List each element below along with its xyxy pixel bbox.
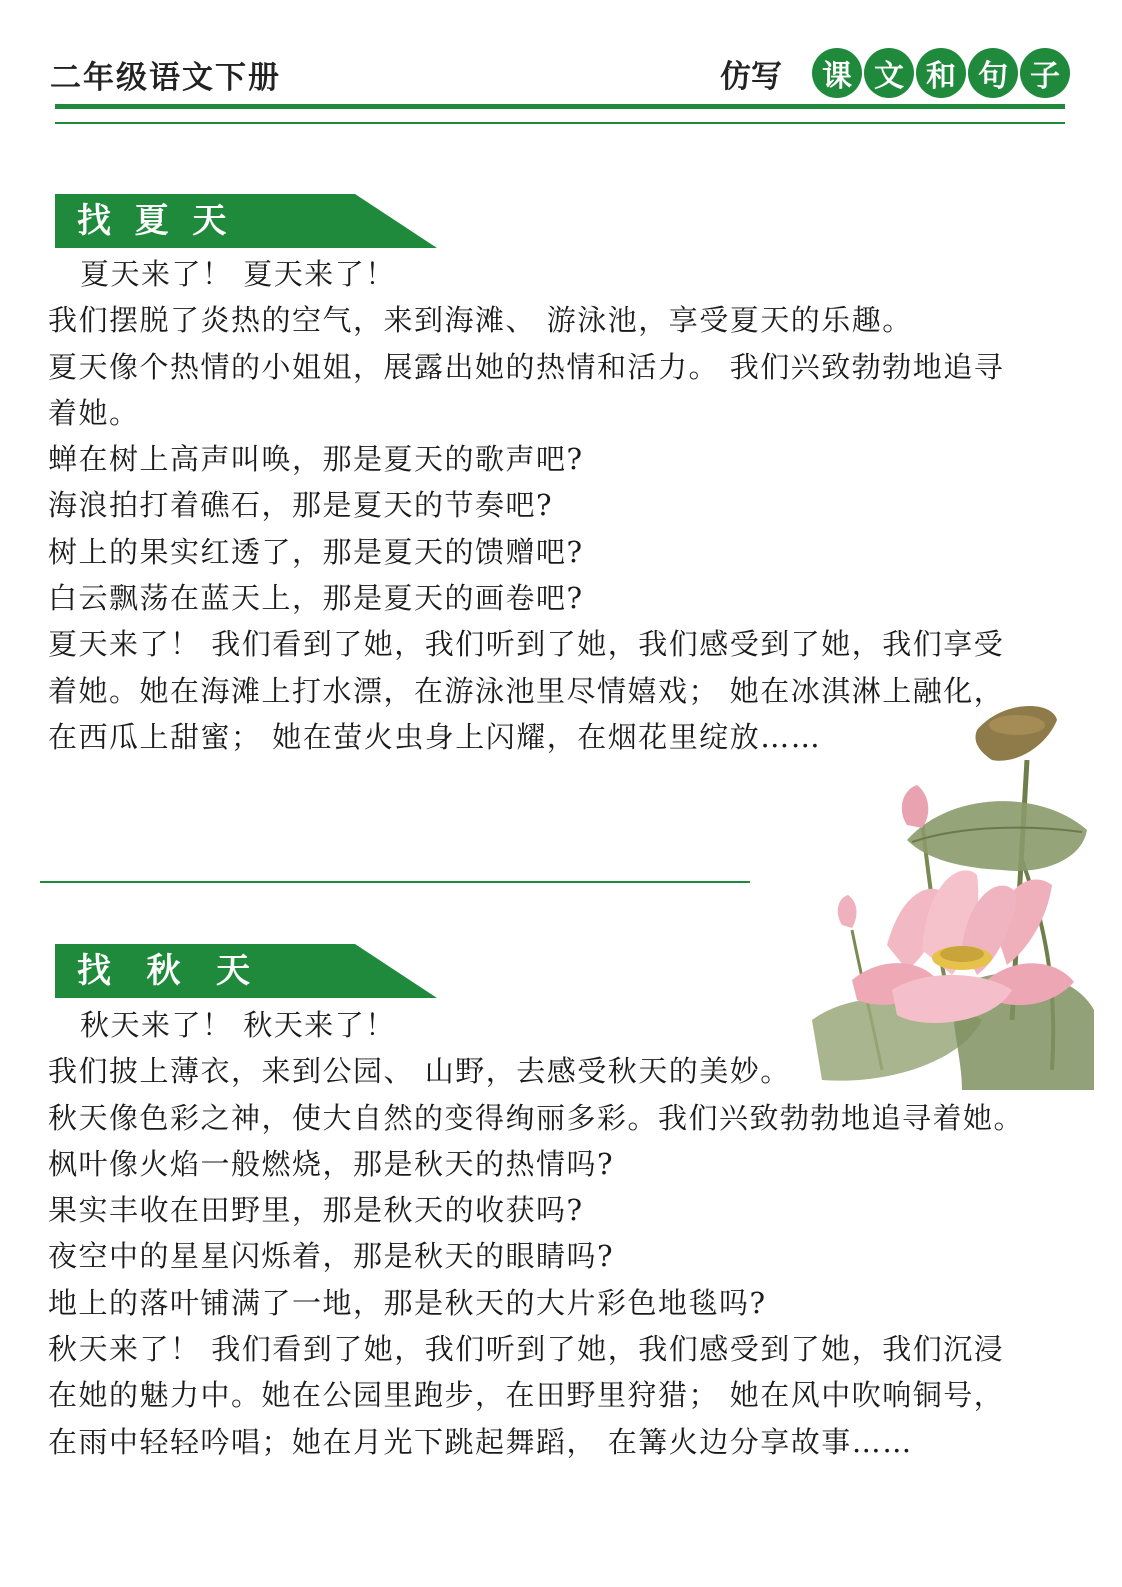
text-line: 夜空中的星星闪烁着，那是秋天的眼睛吗? xyxy=(48,1239,615,1274)
badge-char: 课 xyxy=(812,48,862,98)
text-line: 果实丰收在田野里，那是秋天的收获吗? xyxy=(48,1193,584,1228)
header-rule-thin xyxy=(55,122,1065,124)
text-line: 我们披上薄衣，来到公园、 山野，去感受秋天的美妙。 xyxy=(48,1054,791,1089)
header-tag: 仿写 xyxy=(720,58,782,95)
text-line: 着她。 xyxy=(48,395,140,430)
opening-line: 夏天来了！ 夏天来了！ xyxy=(80,257,396,291)
section-heading: 找 秋 天 xyxy=(77,951,251,991)
text-line: 在她的魅力中。她在公园里跑步，在田野里狩猎； 她在风中吹响铜号， xyxy=(48,1378,1005,1413)
text-line: 蝉在树上高声叫唤，那是夏天的歌声吧? xyxy=(48,442,584,477)
header-right xyxy=(720,48,1070,98)
header-title: 二年级语文下册 xyxy=(50,60,281,96)
section-body-autumn xyxy=(48,1002,1058,1465)
text-line: 树上的果实红透了，那是夏天的馈赠吧? xyxy=(48,534,584,569)
badge-char: 文 xyxy=(864,48,914,98)
text-line: 在西瓜上甜蜜； 她在萤火虫身上闪耀，在烟花里绽放…… xyxy=(48,719,822,754)
badge-circles xyxy=(810,48,1070,98)
text-line: 秋天来了！ 我们看到了她，我们听到了她，我们感受到了她，我们沉浸 xyxy=(48,1332,1005,1367)
section-body-summer xyxy=(48,251,1058,760)
section-divider xyxy=(40,881,750,883)
section-heading: 找 夏 天 xyxy=(77,201,227,241)
text-line: 枫叶像火焰一般燃烧，那是秋天的热情吗? xyxy=(48,1146,615,1181)
text-line: 夏天像个热情的小姐姐，展露出她的热情和活力。 我们兴致勃勃地追寻 xyxy=(48,349,1005,384)
text-line: 秋天像色彩之神，使大自然的变得绚丽多彩。我们兴致勃勃地追寻着她。 xyxy=(48,1100,1025,1135)
section-banner-autumn xyxy=(55,944,437,998)
text-line: 地上的落叶铺满了一地，那是秋天的大片彩色地毯吗? xyxy=(48,1285,767,1320)
header-rule-thick xyxy=(55,104,1065,109)
text-line: 在雨中轻轻吟唱；她在月光下跳起舞蹈， 在篝火边分享故事…… xyxy=(48,1424,913,1459)
text-line: 我们摆脱了炎热的空气，来到海滩、 游泳池，享受夏天的乐趣。 xyxy=(48,303,913,338)
text-line: 白云飘荡在蓝天上，那是夏天的画卷吧? xyxy=(48,581,584,616)
section-banner-summer xyxy=(55,194,437,248)
text-line: 海浪拍打着礁石，那是夏天的节奏吧? xyxy=(48,488,554,523)
text-line: 着她。她在海滩上打水漂，在游泳池里尽情嬉戏； 她在冰淇淋上融化， xyxy=(48,673,1005,708)
badge-char: 子 xyxy=(1020,48,1070,98)
opening-line: 秋天来了！ 秋天来了！ xyxy=(80,1008,396,1042)
badge-char: 和 xyxy=(916,48,966,98)
text-line: 夏天来了！ 我们看到了她，我们听到了她，我们感受到了她，我们享受 xyxy=(48,627,1005,662)
badge-char: 句 xyxy=(968,48,1018,98)
